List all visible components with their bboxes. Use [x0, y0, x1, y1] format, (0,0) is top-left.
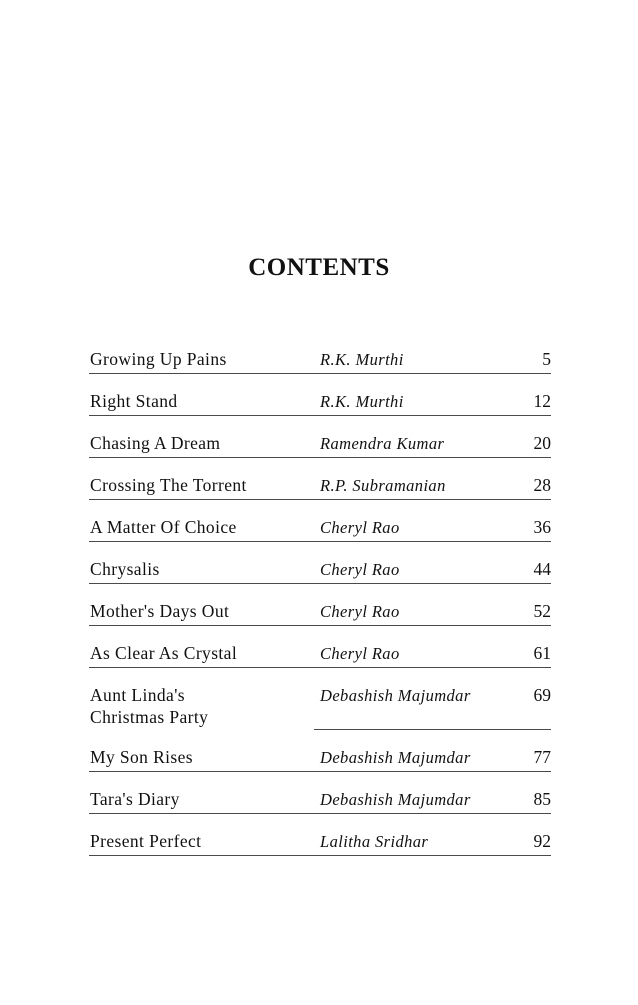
toc-entry	[89, 554, 551, 596]
toc-entry	[89, 638, 551, 680]
entry-page-number: 20	[533, 433, 551, 453]
entry-author: Debashish Majumdar	[320, 686, 471, 705]
entry-rule	[89, 499, 551, 500]
entry-title: Crossing The Torrent	[90, 475, 247, 495]
entry-author: R.K. Murthi	[320, 392, 404, 411]
entry-page-number: 52	[533, 601, 551, 621]
table-of-contents	[89, 344, 551, 868]
entry-rule	[89, 771, 551, 772]
entry-title: As Clear As Crystal	[90, 643, 238, 663]
entry-page-number: 44	[533, 559, 551, 579]
entry-title: Chasing A Dream	[90, 433, 221, 453]
toc-entry	[89, 428, 551, 470]
entry-rule	[314, 729, 551, 730]
toc-entry	[89, 596, 551, 638]
entry-author: Debashish Majumdar	[320, 748, 471, 767]
entry-author: R.P. Subramanian	[320, 476, 446, 495]
entry-author: Ramendra Kumar	[320, 434, 445, 453]
entry-title: Chrysalis	[90, 559, 160, 579]
entry-title: Right Stand	[90, 391, 178, 411]
entry-rule	[89, 625, 551, 626]
entry-title: My Son Rises	[90, 747, 194, 767]
entry-title: Growing Up Pains	[90, 349, 227, 369]
entry-page-number: 36	[533, 517, 551, 537]
entry-author: R.K. Murthi	[320, 350, 404, 369]
entry-page-number: 28	[533, 475, 551, 495]
entry-title: Tara's Diary	[90, 789, 180, 809]
entry-author: Cheryl Rao	[320, 518, 400, 537]
entry-page-number: 5	[542, 349, 551, 369]
entry-rule	[89, 583, 551, 584]
entry-author: Cheryl Rao	[320, 560, 400, 579]
toc-entry	[89, 344, 551, 386]
entry-title: Mother's Days Out	[90, 601, 230, 621]
entry-page-number: 12	[533, 391, 551, 411]
entry-author: Cheryl Rao	[320, 602, 400, 621]
toc-entry	[89, 680, 551, 742]
entry-rule	[89, 813, 551, 814]
entry-author: Debashish Majumdar	[320, 790, 471, 809]
entry-title: Present Perfect	[90, 831, 202, 851]
toc-entry	[89, 742, 551, 784]
page-title: CONTENTS	[248, 254, 390, 281]
entry-title: A Matter Of Choice	[90, 517, 237, 537]
entry-rule	[89, 373, 551, 374]
toc-entry	[89, 386, 551, 428]
entry-author: Lalitha Sridhar	[320, 832, 429, 851]
entry-title: Aunt Linda's Christmas Party	[90, 685, 209, 727]
entry-rule	[89, 667, 551, 668]
toc-entry	[89, 826, 551, 868]
entry-page-number: 69	[533, 685, 551, 705]
entry-rule	[89, 457, 551, 458]
toc-entry	[89, 470, 551, 512]
entry-rule	[89, 541, 551, 542]
entry-rule	[89, 415, 551, 416]
toc-entry	[89, 784, 551, 826]
entry-page-number: 92	[533, 831, 551, 851]
entry-author: Cheryl Rao	[320, 644, 400, 663]
entry-page-number: 77	[533, 747, 551, 767]
entry-page-number: 61	[533, 643, 551, 663]
toc-entry	[89, 512, 551, 554]
entry-page-number: 85	[533, 789, 551, 809]
entry-rule	[89, 855, 551, 856]
